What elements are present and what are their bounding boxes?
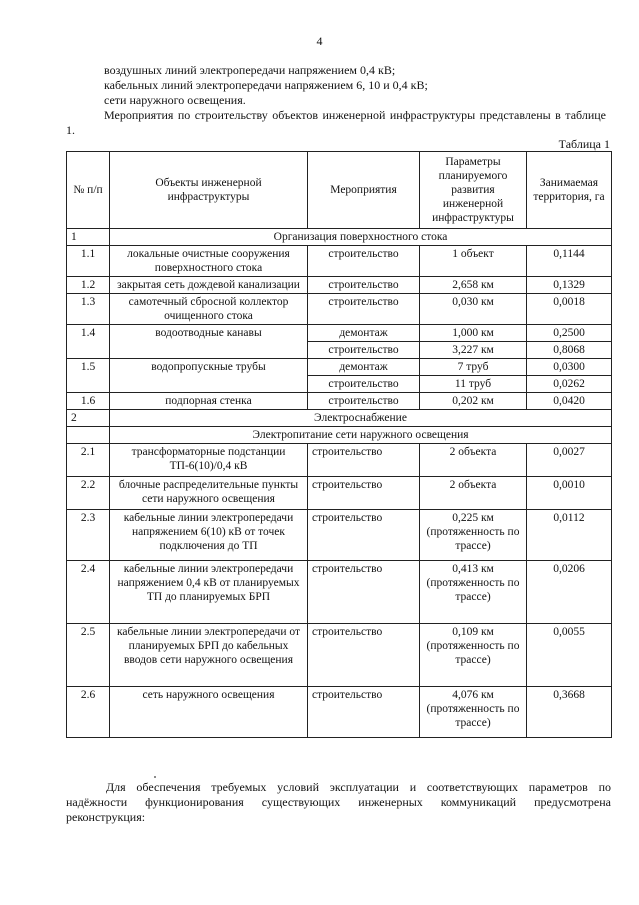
table-header-row [67,152,612,229]
subsection-title: Электропитание сети наружного освещения [110,427,612,444]
row-measure: строительство [308,624,420,687]
table-row [67,246,612,277]
row-area: 0,2500 [527,325,612,342]
section-num: 2 [67,410,110,427]
outro-paragraph [66,780,611,825]
row-num: 2.2 [67,477,110,510]
intro-list [66,63,606,138]
section-num: 1 [67,229,110,246]
intro-line: воздушных линий электропередачи напряжением 0,4 кВ; [104,63,396,77]
row-param: 4,076 км (протяженность по трассе) [420,687,527,738]
table-caption: Таблица 1 [558,137,610,151]
row-num: 2.1 [67,444,110,477]
row-measure: строительство [308,510,420,561]
row-measure: строительство [308,393,420,410]
table-row [67,294,612,325]
row-num: 1.4 [67,325,110,359]
row-measure: строительство [308,687,420,738]
row-object: трансформаторные подстанции ТП-6(10)/0,4 кВ [110,444,308,477]
row-param: 2,658 км [420,277,527,294]
row-param: 1,000 км [420,325,527,342]
row-area: 0,8068 [527,342,612,359]
row-param: 0,030 км [420,294,527,325]
table-row [67,561,612,624]
row-param: 0,202 км [420,393,527,410]
section-title: Электроснабжение [110,410,612,427]
table-row [67,359,612,376]
row-object: водоотводные канавы [110,325,308,359]
header-objects: Объекты инженерной инфраструктуры [110,152,308,229]
table-row [67,624,612,687]
table-row [67,477,612,510]
row-object: кабельные линии электропередачи напряжением 0,4 кВ от планируемых ТП до планируемых БРП [110,561,308,624]
row-object: кабельные линии электропередачи от планируемых БРП до кабельных вводов сети наружного освещения [110,624,308,687]
row-num: 2.5 [67,624,110,687]
row-param: 0,413 км (протяженность по трассе) [420,561,527,624]
table-row [67,325,612,342]
row-param: 1 объект [420,246,527,277]
table-row [67,277,612,294]
intro-line: сети наружного освещения. [104,93,246,107]
row-measure: строительство [308,277,420,294]
row-num: 2.6 [67,687,110,738]
row-measure: строительство [308,561,420,624]
section-title: Организация поверхностного стока [110,229,612,246]
scan-speck [154,776,156,778]
row-object: блочные распределительные пункты сети наружного освещения [110,477,308,510]
table-row [67,510,612,561]
row-object: подпорная стенка [110,393,308,410]
row-object: сеть наружного освещения [110,687,308,738]
header-params: Параметры планируемого развития инженерной инфраструктуры [420,152,527,229]
row-measure: строительство [308,444,420,477]
row-area: 0,0112 [527,510,612,561]
row-object: кабельные линии электропередачи напряжением 6(10) кВ от точек подключения до ТП [110,510,308,561]
row-measure: демонтаж [308,359,420,376]
row-measure: демонтаж [308,325,420,342]
row-measure: строительство [308,376,420,393]
row-param: 3,227 км [420,342,527,359]
intro-paragraph: Мероприятия по строительству объектов инженерной инфраструктуры представлены в таблице 1. [66,108,606,137]
page-number: 4 [316,34,323,48]
row-measure: строительство [308,477,420,510]
row-measure: строительство [308,246,420,277]
row-param: 11 труб [420,376,527,393]
infrastructure-table [66,151,612,738]
row-measure: строительство [308,294,420,325]
row-object: самотечный сбросной коллектор очищенного стока [110,294,308,325]
row-area: 0,0010 [527,477,612,510]
row-object: закрытая сеть дождевой канализации [110,277,308,294]
section-row [67,229,612,246]
row-param: 2 объекта [420,477,527,510]
intro-line: кабельных линий электропередачи напряжением 6, 10 и 0,4 кВ; [104,78,428,92]
row-area: 0,0018 [527,294,612,325]
row-area: 0,3668 [527,687,612,738]
row-param: 0,225 км (протяженность по трассе) [420,510,527,561]
row-area: 0,0300 [527,359,612,376]
row-num: 2.3 [67,510,110,561]
row-area: 0,1144 [527,246,612,277]
row-area: 0,0420 [527,393,612,410]
subsection-row [67,427,612,444]
row-object: водопропускные трубы [110,359,308,393]
row-num: 1.2 [67,277,110,294]
row-area: 0,0262 [527,376,612,393]
header-num: № п/п [67,152,110,229]
row-object: локальные очистные сооружения поверхностного стока [110,246,308,277]
row-area: 0,0027 [527,444,612,477]
header-measures: Мероприятия [308,152,420,229]
row-area: 0,0206 [527,561,612,624]
row-param: 7 труб [420,359,527,376]
header-area: Занимаемая территория, га [527,152,612,229]
row-num: 1.1 [67,246,110,277]
table-row [67,393,612,410]
row-param: 0,109 км (протяженность по трассе) [420,624,527,687]
empty-cell [67,427,110,444]
row-num: 1.3 [67,294,110,325]
table-row [67,687,612,738]
row-num: 1.6 [67,393,110,410]
row-num: 1.5 [67,359,110,393]
row-num: 2.4 [67,561,110,624]
row-area: 0,0055 [527,624,612,687]
row-measure: строительство [308,342,420,359]
table-row [67,444,612,477]
outro-text: Для обеспечения требуемых условий эксплуатации и соответствующих параметров по надёжности функционирования существующих инженерных коммуникаций предусмотрена реконструкция: [66,780,611,824]
row-area: 0,1329 [527,277,612,294]
row-param: 2 объекта [420,444,527,477]
section-row [67,410,612,427]
